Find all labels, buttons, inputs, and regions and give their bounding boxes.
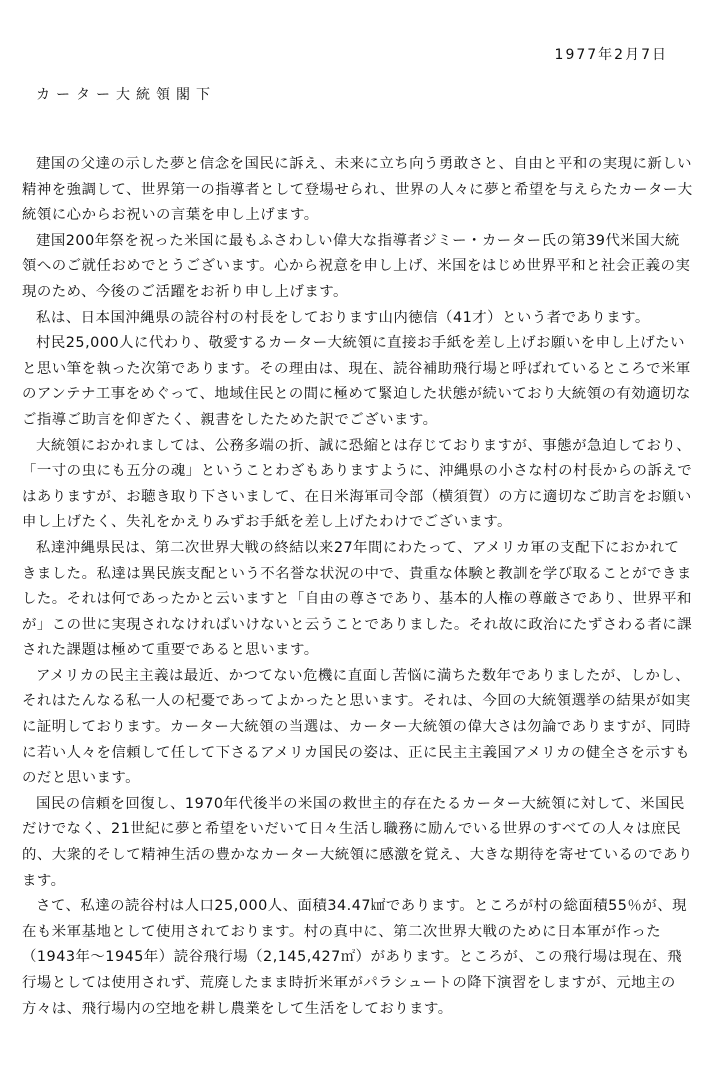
paragraph: アメリカの民主主義は最近、かつてない危機に直面し苦悩に満ちた数年でありましたが、しかし、それはたんなる私一人の杞憂であってよかったと思います。それは、今回の大統領選挙の結果が如実に証明しております。カーター大統領の当選は、カーター大統領の偉大さは勿論でありますが、同時に若い人々を信頼して任して下さるアメリカ国民の姿は、正に民主主義国アメリカの健全さを示すものだと思います。	[22, 667, 691, 787]
paragraph: さて、私達の読谷村は人口25,000人、面積34.47㎢であります。ところが村の総面積55％が、現在も米軍基地として使用されております。村の真中に、第二次世界大戦のために日本軍が作った（1943年〜1945年）読谷飛行場（2,145,427㎡）があります。ところが、この飛行場は現在、飛行場としては使用されず、荒廃したまま時折米軍がパラシュートの降下演習をしますが、元地主の方々は、飛行場内の空地を耕し農業をして生活をしております。	[22, 898, 687, 1017]
paragraph: 国民の信頼を回復し、1970年代後半の米国の救世主的存在たるカーター大統領に対して、米国民だけでなく、21世紀に夢と希望をいだいて日々生活し職務に励んでいる世界のすべての人々は庶民的、大衆的そして精神生活の豊かなカーター大統領に感激を覚え、大きな期待を寄せているのであります。	[22, 795, 693, 889]
paragraph: 私は、日本国沖縄県の読谷村の村長をしております山内徳信（41才）という者であります。	[36, 309, 650, 326]
letter-date: 1977年2月7日	[554, 47, 668, 63]
paragraph: 大統領におかれましては、公務多端の折、誠に恐縮とは存じておりますが、事態が急迫しており、「一寸の虫にも五分の魂」ということわざもありますように、沖縄県の小さな村の村長からの訴えではありますが、お聴き取り下さいまして、在日米海軍司令部（横須賀）の方に適切なご助言をお願い申し上げたく、失礼をかえりみずお手紙を差し上げたわけでございます。	[22, 437, 693, 531]
paragraph: 建国の父達の示した夢と信念を国民に訴え、未来に立ち向う勇敢さと、自由と平和の実現に新しい精神を強調して、世界第一の指導者として登場せられ、世界の人々に夢と希望を与えらたカーター大統領に心からお祝いの言葉を申し上げます。	[22, 156, 693, 224]
paragraph: 村民25,000人に代わり、敬愛するカーター大統領に直接お手紙を差し上げお願いを申し上げたいと思い筆を執った次第であります。その理由は、現在、読谷補助飛行場と呼ばれているところで米軍のアンテナ工事をめぐって、地域住民との間に極めて緊迫した状態が続いており大統領の有効適切なご指導ご助言を仰ぎたく、親書をしたためた訳でございます。	[22, 335, 691, 428]
paragraph: 私達沖縄県民は、第二次世界大戦の終結以来27年間にわたって、アメリカ軍の支配下におかれてきました。私達は異民族支配という不名誉な状況の中で、貴重な体験と教訓を学び取ることができました。それは何であったかと云いますと「自由の尊さであり、基本的人権の尊厳さであり、世界平和が」この世に実現されなければいけないと云うことでありました。それ故に政治にたずさわる者に課された課題は極めて重要であると思います。	[22, 539, 693, 659]
paragraph: 建国200年祭を祝った米国に最もふさわしい偉大な指導者ジミー・カーター氏の第39代米国大統領へのご就任おめでとうございます。心から祝意を申し上げ、米国をはじめ世界平和と社会正義の実現のため、今後のご活躍をお祈り申し上げます。	[22, 232, 691, 300]
salutation: カーター大統領閣下	[36, 87, 216, 103]
letter-body	[22, 152, 694, 1022]
